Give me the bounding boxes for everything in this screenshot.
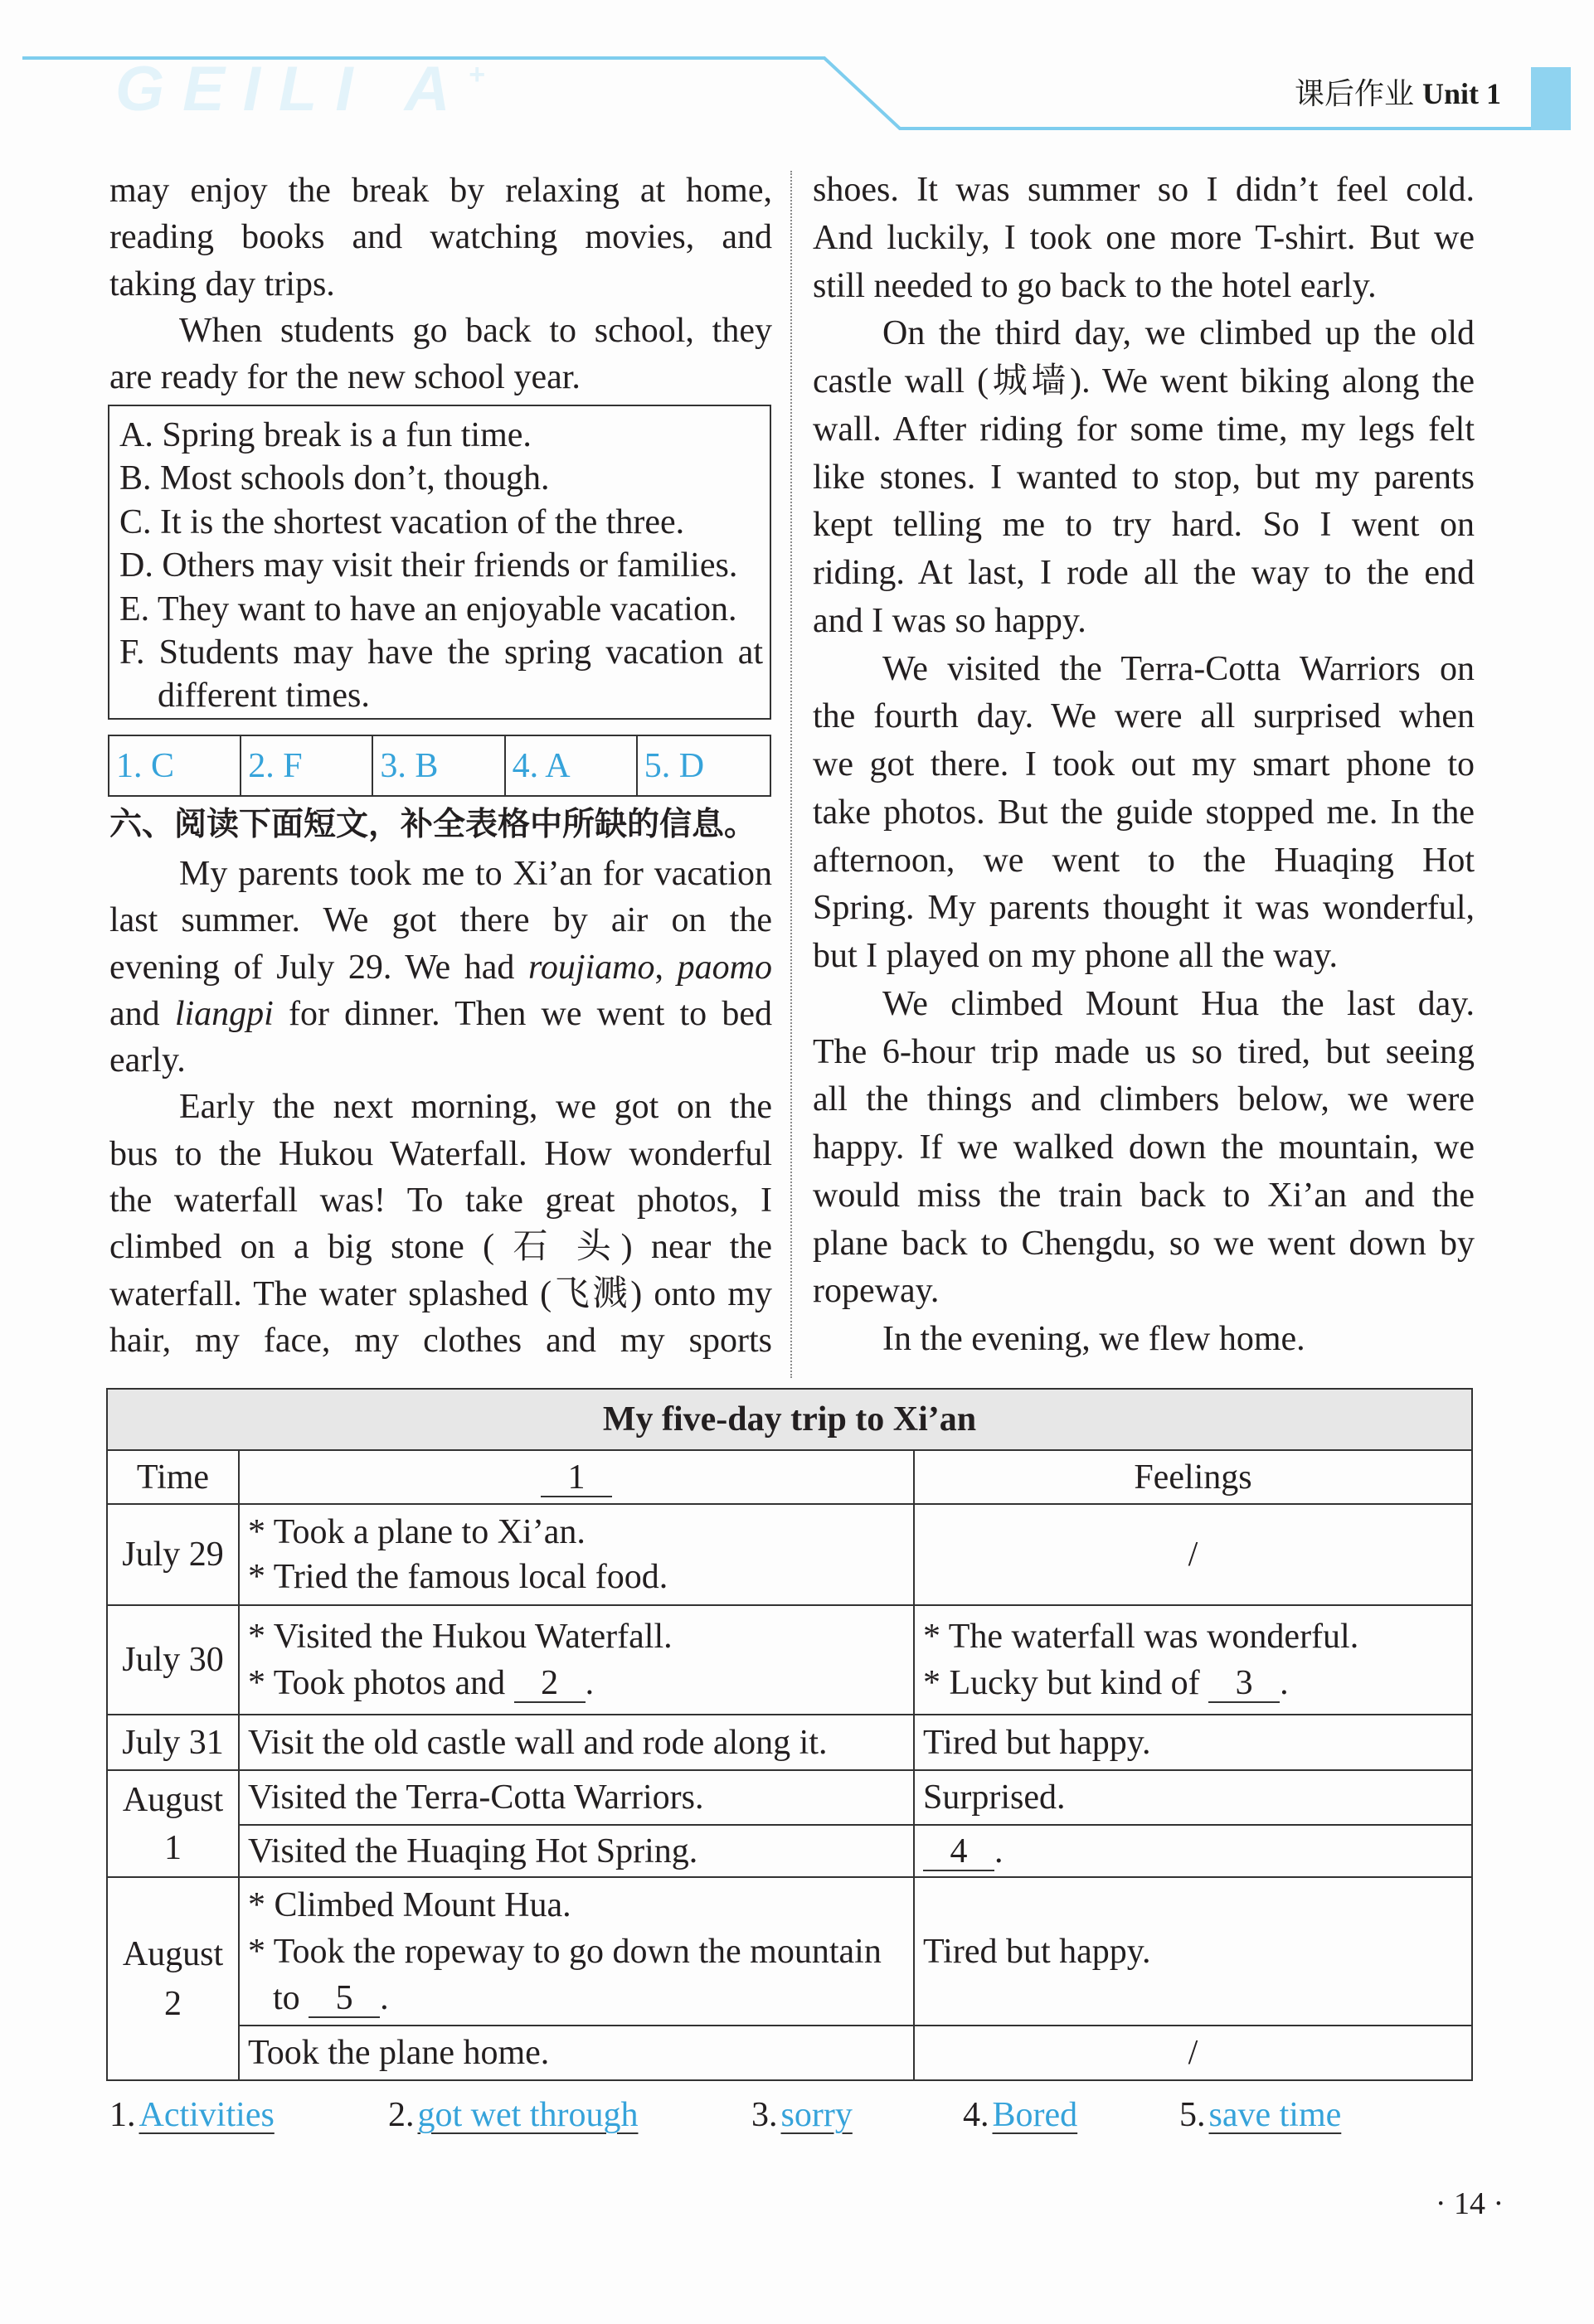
answer-number: 5. <box>1179 2096 1206 2134</box>
activity-line: Visited the Terra-Cotta Warriors. <box>248 1778 704 1817</box>
left-column-passage <box>109 851 772 1364</box>
text-line: ropeway. <box>813 1272 940 1311</box>
answer-number: 3. <box>751 2096 778 2134</box>
text-line: castle wall (城墙). We went biking along the <box>813 362 1475 400</box>
text-line: but I played on my phone all the way. <box>813 937 1338 975</box>
option-f-continued: different times. <box>158 677 370 716</box>
text-line: we got there. I took out my smart phone to <box>813 745 1475 784</box>
activity-text: . <box>380 1978 389 2017</box>
answer-text: sorry <box>780 2096 853 2134</box>
trip-table <box>106 1388 1473 2081</box>
option-answer-5: 5. D <box>644 746 705 785</box>
text-line: On the third day, we climbed up the old <box>882 314 1475 353</box>
page-number: · 14 · <box>1435 2186 1504 2221</box>
unit-label: Unit 1 <box>1421 77 1501 110</box>
text-line: take photos. But the guide stopped me. In the <box>813 793 1475 832</box>
activity-line <box>248 1660 905 1706</box>
right-column-passage <box>813 167 1475 1364</box>
text-line <box>109 944 772 991</box>
row-time-july-29 <box>108 1505 240 1606</box>
feeling-none: / <box>1188 2034 1198 2072</box>
table-title <box>108 1390 1471 1451</box>
watermark-plus: + <box>468 59 485 90</box>
brand-watermark <box>115 54 485 124</box>
feeling-line <box>923 1660 1463 1706</box>
blank-2: 2 <box>514 1665 586 1703</box>
row-feelings-july-31 <box>915 1715 1471 1771</box>
row-activities-july-31 <box>240 1715 915 1771</box>
row-activities-august-2a <box>240 1878 915 2026</box>
text-line: bus to the Hukou Waterfall. How wonderful <box>109 1134 772 1173</box>
column-divider <box>790 171 792 1378</box>
activity-line: * Tried the famous local food. <box>248 1558 668 1596</box>
answer-key-4 <box>963 2092 1077 2138</box>
time-label: July 30 <box>122 1641 224 1679</box>
food-name-roujiamo: roujiamo <box>528 948 655 987</box>
activity-line: * Took a plane to Xi’an. <box>248 1513 586 1551</box>
text-segment: evening of July 29. We had <box>109 948 529 987</box>
activity-line: * Visited the Hukou Waterfall. <box>248 1618 673 1656</box>
blank-4: 4 <box>923 1833 994 1871</box>
header-feelings-label: Feelings <box>1134 1458 1252 1497</box>
feeling-line: Surprised. <box>923 1778 1066 1817</box>
text-line: plane back to Chengdu, so we went down by <box>813 1224 1475 1263</box>
option-answer-3: 3. B <box>373 736 505 795</box>
option-answer-2: 2. F <box>241 736 373 795</box>
blank-5: 5 <box>309 1980 380 2018</box>
text-line: When students go back to school, they <box>179 311 772 350</box>
activity-line: * Climbed Mount Hua. <box>248 1885 571 1924</box>
answer-number: 1. <box>109 2096 136 2134</box>
answer-text: Bored <box>992 2096 1078 2134</box>
table-title-text: My five-day trip to Xi’an <box>602 1400 977 1439</box>
text-line: My parents took me to Xi’an for vacation <box>179 855 772 893</box>
text-line: are ready for the new school year. <box>109 358 581 397</box>
activity-text: to <box>273 1978 309 2017</box>
text-line: the fourth day. We were all surprised when <box>813 697 1475 736</box>
text-line: Spring. My parents thought it was wonderful, <box>813 889 1475 928</box>
activity-text: * Took photos and <box>248 1664 514 1702</box>
activity-line: Visited the Huaqing Hot Spring. <box>248 1832 698 1870</box>
section-heading: 六、阅读下面短文，补全表格中所缺的信息。 <box>109 806 757 843</box>
text-line <box>109 991 772 1037</box>
row-activities-july-29 <box>240 1505 915 1606</box>
row-time-july-30 <box>108 1606 240 1715</box>
time-label: July 31 <box>122 1723 224 1762</box>
row-feelings-july-30 <box>915 1606 1471 1715</box>
row-feelings-august-2b <box>915 2026 1471 2079</box>
row-time-august-1 <box>108 1771 240 1878</box>
header-time-label: Time <box>136 1458 210 1497</box>
option-c: C. It is the shortest vacation of the three. <box>119 502 685 541</box>
blank-3: 3 <box>1208 1665 1280 1703</box>
time-label-line: 2 <box>164 1984 182 2023</box>
left-column-top-text <box>109 167 772 400</box>
feeling-line <box>923 1828 1463 1875</box>
answer-key-3 <box>751 2092 853 2138</box>
watermark-text: GEILI A <box>115 54 469 124</box>
row-activities-july-30 <box>240 1606 915 1715</box>
option-a: A. Spring break is a fun time. <box>119 416 532 454</box>
answer-text: save time <box>1208 2096 1342 2134</box>
activity-line <box>248 1975 905 2021</box>
answer-text: got wet through <box>417 2096 639 2134</box>
text-line: would miss the train back to Xi’an and the <box>813 1176 1475 1215</box>
text-line: still needed to go back to the hotel early. <box>813 266 1377 305</box>
time-label-line: August <box>122 1934 224 1973</box>
feeling-text: . <box>994 1832 1004 1870</box>
text-line: climbed on a big stone ( 石 头) near the <box>109 1228 772 1267</box>
text-line: the waterfall was! To take great photos, I <box>109 1181 772 1220</box>
option-b: B. Most schools don’t, though. <box>119 459 550 498</box>
header-time <box>108 1451 240 1505</box>
text-line: riding. At last, I rode all the way to the end <box>813 554 1475 592</box>
header-activities <box>240 1451 915 1505</box>
activity-text: . <box>585 1664 595 1702</box>
time-label-line: August <box>122 1780 224 1819</box>
option-answer-1: 1. C <box>109 736 241 795</box>
answer-number: 2. <box>388 2096 415 2134</box>
feeling-none: / <box>1188 1536 1198 1574</box>
row-activities-august-1a <box>240 1771 915 1826</box>
option-answers-row <box>108 735 771 797</box>
answer-key-2 <box>388 2092 638 2138</box>
text-line: Early the next morning, we got on the <box>179 1088 772 1127</box>
text-line: taking day trips. <box>109 264 335 303</box>
text-line: last summer. We got there by air on the <box>109 901 772 940</box>
text-line: all the things and climbers below, we were <box>813 1080 1475 1119</box>
feeling-text: . <box>1280 1664 1289 1702</box>
header-feelings <box>915 1451 1471 1505</box>
text-line: shoes. It was summer so I didn’t feel cold. <box>813 171 1475 209</box>
activity-line: * Took the ropeway to go down the mountain <box>248 1932 882 1971</box>
activity-line: Visit the old castle wall and rode along it. <box>248 1723 828 1762</box>
text-line: waterfall. The water splashed (飞溅) onto my <box>109 1274 772 1313</box>
option-f: F. Students may have the spring vacation at <box>119 633 763 672</box>
text-line: kept telling me to try hard. So I went on <box>813 506 1475 545</box>
text-line: The 6-hour trip made us so tired, but seeing <box>813 1032 1475 1071</box>
option-e: E. They want to have an enjoyable vacation. <box>119 589 737 628</box>
text-line: We climbed Mount Hua the last day. <box>882 984 1475 1023</box>
text-line: wall. After riding for some time, my legs felt <box>813 410 1475 449</box>
row-time-august-2 <box>108 1878 240 2079</box>
text-line: And luckily, I took one more T-shirt. But we <box>813 218 1475 257</box>
answer-text: Activities <box>139 2096 275 2134</box>
options-box <box>108 405 771 720</box>
row-time-july-31 <box>108 1715 240 1771</box>
feeling-line: Tired but happy. <box>923 1723 1151 1762</box>
row-feelings-july-29 <box>915 1505 1471 1606</box>
text-line: happy. If we walked down the mountain, we <box>813 1128 1475 1167</box>
text-line: We visited the Terra-Cotta Warriors on <box>882 649 1475 688</box>
time-label: July 29 <box>122 1536 224 1574</box>
answer-number: 4. <box>963 2096 989 2134</box>
option-answer-4: 4. A <box>506 736 638 795</box>
text-line: hair, my face, my clothes and my sports <box>109 1321 772 1360</box>
text-segment: , <box>654 948 678 987</box>
row-activities-august-1b <box>240 1826 915 1878</box>
blank-1: 1 <box>541 1459 612 1497</box>
text-segment: and <box>109 994 175 1033</box>
answer-key-5 <box>1179 2092 1341 2138</box>
text-segment: for dinner. Then we went to bed <box>273 994 772 1033</box>
time-label-line: 1 <box>164 1828 182 1867</box>
row-activities-august-2b <box>240 2026 915 2079</box>
feeling-line: Tired but happy. <box>923 1932 1151 1971</box>
food-name-paomo: paomo <box>677 948 772 987</box>
text-line: afternoon, we went to the Huaqing Hot <box>813 841 1475 880</box>
section-label: 课后作业 <box>1294 77 1414 111</box>
food-name-liangpi: liangpi <box>174 994 274 1033</box>
text-line: may enjoy the break by relaxing at home, <box>109 172 772 210</box>
header-tab-marker <box>1531 67 1571 130</box>
text-line: In the evening, we flew home. <box>882 1320 1305 1358</box>
text-line: reading books and watching movies, and <box>109 218 772 257</box>
row-feelings-august-1a <box>915 1771 1471 1826</box>
text-line: and I was so happy. <box>813 601 1086 640</box>
answer-key-1 <box>109 2092 275 2138</box>
feeling-line: * The waterfall was wonderful. <box>923 1618 1359 1656</box>
text-line: like stones. I wanted to stop, but my parents <box>813 458 1475 497</box>
row-feelings-august-1b <box>915 1826 1471 1878</box>
feeling-text: * Lucky but kind of <box>923 1664 1209 1702</box>
text-line: early. <box>109 1041 186 1080</box>
row-feelings-august-2a <box>915 1878 1471 2026</box>
activity-line: Took the plane home. <box>248 2034 550 2072</box>
running-header <box>1295 73 1501 114</box>
option-d: D. Others may visit their friends or families. <box>119 546 738 585</box>
